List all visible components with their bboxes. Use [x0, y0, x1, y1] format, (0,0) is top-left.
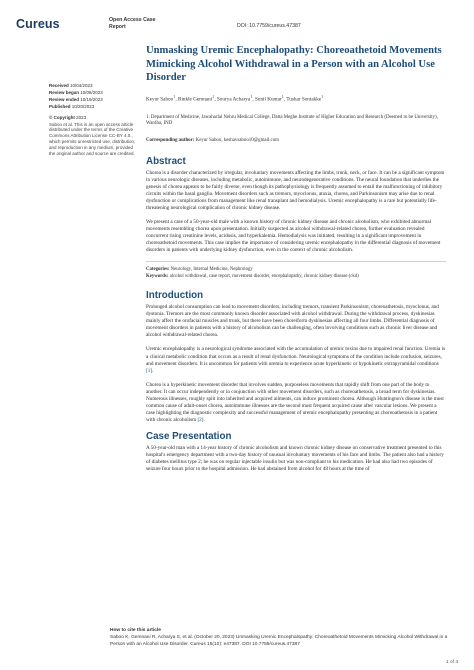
abstract-heading: Abstract	[146, 155, 186, 167]
license-text: Saboo et al. This is an open access article distributed under the terms of the Creative Commons Attribution License CC-BY 4.0., which permits unrestricted use, distribution, and reproduction in any medium, provided the original author and source are credited.	[49, 121, 136, 156]
corresponding-author-text[interactable]: Keyur Saboo, keshavsaboo10@gmail.com	[195, 137, 279, 143]
published-row	[49, 104, 137, 111]
article-body	[146, 44, 446, 480]
article-type-label	[109, 17, 156, 31]
abstract-paragraph-1: Chorea is a disorder characterized by irregular, involuntary movements affecting the limbs, trunk, neck, or face. It can be a significant symptom in various neurologic diseases, including metabolic, autoimmune, and neurodegenerative conditions. The neural foundation that underlies the genesis of chorea appears to be fairly diverse, even though its pathophysiology is frequently assumed to entail the malfunctioning of inhibitory circuits within the basal ganglia. Movement disorders such as tremors, myoclonus, ataxia, chorea, and Parkinsonism may arise due to renal dysfunction or complications from management like renal transplant and hemodialysis. Uremic encephalopathy is a rare but potentially life-threatening neurological complication of chronic kidney disease.	[146, 169, 445, 211]
published-label: Published	[49, 103, 71, 109]
affiliation	[146, 115, 446, 128]
received-label: Received	[49, 83, 69, 88]
author-list: Keyur Saboo$^1$, Rinkle Gemnani$^1$, Sourya Acharya$^1$, Sunil Kumar$^1$, Tushar Sontakke$^1$	[146, 93, 324, 103]
introduction-paragraph-2: Uremic encephalopathy is a neurological syndrome associated with the accumulation of uremic toxins due to impaired renal function. Uremia is a clinical metabolic condition that occurs as a result of renal dysfunction. Neurological symptoms of the condition include confusion, seizures, and movement disorders. It is uncommon for patients with uremia to experience acute hyperkinetic or hypokinetic extrapyramidal conditions [1].	[146, 346, 446, 374]
categories-line	[146, 266, 446, 273]
affiliation-sup: 1	[250, 93, 253, 99]
affiliation-sup: 1	[173, 93, 176, 99]
affiliation-text: Department of Medicine, Jawaharlal Nehru Medical College, Datta Meghe Institute of Higher Education and Research (Deemed to be University), Wardha, IND	[146, 114, 438, 127]
article-title: Unmasking Uremic Encephalopathy: Choreoathetoid Movements Mimicking Alcohol Withdrawal in a Person with an Alcohol Use Disorder	[146, 45, 442, 84]
section-divider	[146, 261, 446, 262]
page-number: 1 of 4	[446, 660, 459, 665]
cite-label: How to cite this article	[110, 628, 161, 633]
review-began-label: Review began	[49, 89, 80, 95]
author-name[interactable]: Sourya Acharya	[216, 96, 251, 103]
case-presentation-paragraph-1: A 50-year-old man with a 14-year history of chronic alcoholism and known chronic kidney disease on conservative treatment presented to this hospital's emergency department with a two-day history of unusual involuntary movements of his face and limbs. The patient also had a history of diabetes mellitus type 2; he was on regular injectable insulin but was non-compliant to his medication. He had also had two episodes of seizure four hours prior to the hospital admission. He had abstained from alcohol for 48 hours at the time of	[146, 444, 444, 473]
categories-value[interactable]: Neurology, Internal Medicine, Nephrology	[170, 267, 253, 273]
affiliation-number: 1.	[146, 114, 150, 120]
journal-logo[interactable]: Cureus	[16, 17, 60, 31]
doi-label[interactable]: DOI: 10.7759/cureus.47387	[237, 23, 301, 29]
keywords-value: alcohol withdrawal, case report, movement disorder, encephalopathy, chronic kidney disease (ckd)	[169, 274, 359, 280]
corresponding-author	[146, 138, 446, 143]
affiliation-sup: 1	[321, 93, 324, 99]
review-began-row	[49, 90, 137, 97]
author-name[interactable]: Tushar Sontakke	[286, 96, 322, 103]
review-began-date: 10/08/2023	[80, 89, 103, 95]
citation-footer	[110, 628, 460, 648]
article-type-line-1: Open Access Case	[109, 17, 156, 23]
introduction-paragraph-3-text: Chorea is a hyperkinetic movement disorder that involves sudden, purposeless movements that rapidly shift from one part of the body to another. It can occur independently or in conjunction with other movement disorders, such as choreoathetosis, a broad term for dyskinesias. Numerous illnesses, roughly split into inherited and acquired ailments, can induce prominent chorea. Although Huntington's disease is the most common cause of adult-onset chorea, autoimmune illnesses are the second most frequent acquired cause after vascular lesions. We present a case highlighting the diagnostic complexity and successful management of uremic encephalopathy presenting as choreoathetosis in a patient with chronic alcoholism	[146, 381, 444, 423]
corresponding-author-label: Corresponding author:	[146, 137, 195, 143]
categories-label: Categories:	[146, 267, 170, 273]
received-row	[49, 83, 137, 90]
cite-text: Saboo K, Gemnani R, Acharya S, et al. (October 20, 2023) Unmasking Uremic Encephalopathy: Choreoathetoid Movements Mimicking Alcohol Withdrawal in a Person with an Alcohol Use Disorder. Cureus 15(10): e47387. DOI 10.7759/cureus.47387	[110, 635, 448, 647]
published-date: 10/20/2023	[71, 103, 95, 109]
author-name[interactable]: Keyur Saboo	[146, 96, 174, 103]
keywords-line	[146, 273, 446, 280]
introduction-paragraph-1: Prolonged alcohol consumption can lead to movement disorders, including tremors, transient Parkinsonism, choreoathetosis, myoclonus, and dystonia. Tremors are the most commonly known disorder associated with alcohol withdrawal. During the withdrawal process, dyskinesias mainly affect the orofacial muscles and trunk, but there have been choreiform dyskinesias affecting all four limbs. Differential diagnosis of movement disorders in patients with a history of alcoholism can be challenging, often involving conditions such as chronic liver disease and alcohol withdrawal-related chorea.	[146, 304, 439, 339]
copyright-label: © Copyright	[49, 114, 75, 120]
copyright-year: 2023	[76, 114, 87, 120]
article-type-line-2: Report	[109, 24, 126, 30]
introduction-paragraph-2-text: Uremic encephalopathy is a neurological syndrome associated with the accumulation of uremic toxins due to impaired renal function. Uremia is a clinical metabolic condition that occurs as a result of renal dysfunction. Neurological symptoms of the condition include confusion, seizures, and movement disorders. It is uncommon for patients with uremia to experience acute hyperkinetic or hypokinetic extrapyramidal conditions	[146, 346, 446, 367]
affiliation-sup: 1	[281, 93, 284, 99]
received-date: 10/04/2023	[70, 83, 93, 88]
case-presentation-heading: Case Presentation	[146, 430, 232, 442]
affiliation-sup: 1	[212, 93, 215, 99]
citation-link[interactable]: [1]	[146, 367, 153, 374]
citation-link[interactable]: [2]	[197, 416, 204, 423]
author-name[interactable]: Rinkle Gemnani	[178, 96, 213, 103]
article-history-sidebar	[49, 83, 137, 156]
author-name[interactable]: Sunil Kumar	[254, 96, 282, 103]
keywords-label: Keywords:	[146, 274, 169, 280]
abstract-paragraph-2: We present a case of a 50-year-old male with a known history of chronic kidney disease and chronic alcoholism, who exhibited abnormal movements resembling chorea upon presentation. Initially suspected as alcohol withdrawal-related chorea, further evaluation revealed concurrent rising creatinine levels, acidosis, and hyperkalemia. Hemodialysis was initiated, resulting in a significant improvement in choreoathetoid movements. This case implies the importance of considering uremic encephalopathy in the differential diagnosis of movement disorders in patients with underlying kidney dysfunction, even in the context of chronic alcoholism.	[146, 218, 441, 254]
copyright-row	[49, 115, 137, 122]
review-ended-label: Review ended	[49, 96, 80, 102]
introduction-heading: Introduction	[146, 290, 204, 302]
review-ended-row	[49, 97, 137, 104]
introduction-paragraph-3: Chorea is a hyperkinetic movement disorder that involves sudden, purposeless movements that rapidly shift from one part of the body to another. It can occur independently or in conjunction with other movement disorders, such as choreoathetosis, a broad term for dyskinesias. Numerous illnesses, roughly split into inherited and acquired ailments, can induce prominent chorea. Although Huntington's disease is the most common cause of adult-onset chorea, autoimmune illnesses are the second most frequent acquired cause after vascular lesions. We present a case highlighting the diagnostic complexity and successful management of uremic encephalopathy presenting as choreoathetosis in a patient with chronic alcoholism [2].	[146, 381, 444, 423]
review-ended-date: 10/19/2023	[80, 96, 103, 102]
